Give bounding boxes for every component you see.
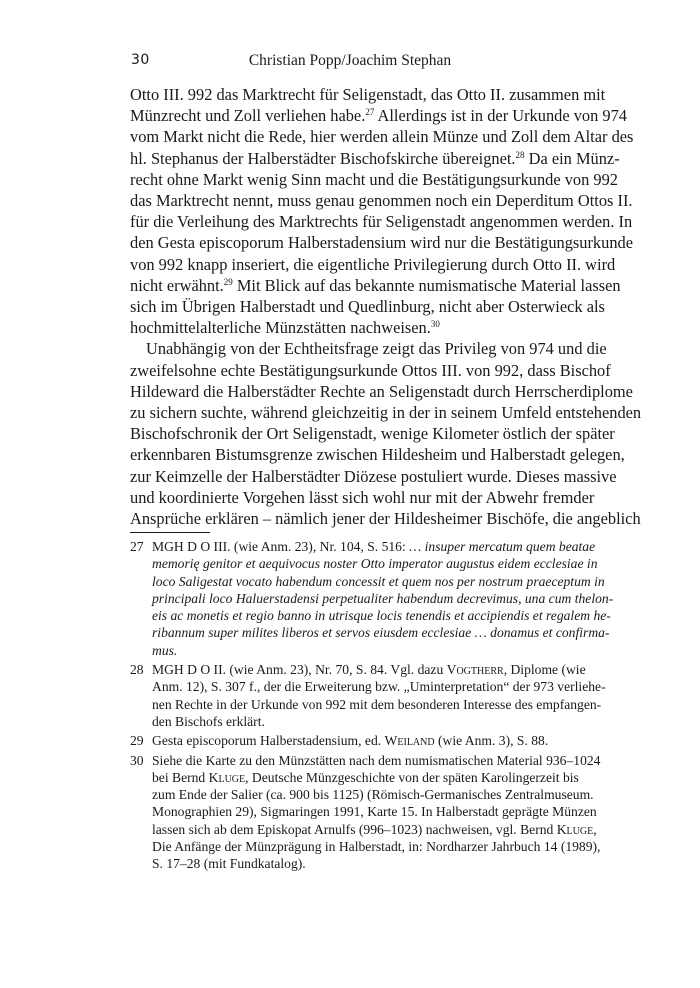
body-text	[130, 84, 642, 529]
text-line: Hildeward die Halberstädter Rechte an Seligenstadt durch Herrscherdiplome	[130, 381, 633, 401]
footnote-30: 30 Siehe die Karte zu den Münzstätten nach dem numismatischen Material 936–1024 bei Bernd Kluge, Deutsche Münzgeschichte von der späten Karolingerzeit bis zum Ende der Salier (ca. 900 bis 1125) (Römisch-Germanisches Zentralmuseum. Monographien 29), Sigmaringen 1991, Karte 15. In Halberstadt geprägte Münzen lassen sich ab dem Episkopat Arnulfs (996–1023) nachweisen, vgl. Bernd Kluge, Die Anfänge der Münzprägung in Halberstadt, in: Nordharzer Jahrbuch 14 (1989), S. 17–28 (mit Fundkatalog).	[130, 752, 601, 872]
footnote-number: 29	[130, 733, 144, 749]
text-line: Otto III. 992 das Marktrecht für Seligenstadt, das Otto II. zusammen mit	[130, 85, 606, 104]
text-line: Bischofschronik der Ort Seligenstadt, wenige Kilometer östlich der später	[130, 424, 615, 444]
text-line: von 992 knapp inseriert, die eigentliche Privilegierung durch Otto II. wird	[130, 254, 616, 274]
footnote-number: 27	[130, 539, 144, 554]
page-number: 30	[131, 52, 150, 68]
text-line: zu sichern suchte, während gleichzeitig in der in seinem Umfeld entstehenden	[130, 403, 642, 423]
text-line: zweifelsohne echte Bestätigungsurkunde Ottos III. von 992, dass Bischof	[130, 360, 611, 380]
footnote-number: 30	[130, 752, 144, 768]
footnotes	[130, 538, 614, 875]
text-line: vom Markt nicht die Rede, hier werden allein Münze und Zoll dem Altar des	[130, 127, 634, 147]
text-line: Ansprüche erklären – nämlich jener der Hildesheimer Bischöfe, die angeblich	[130, 509, 641, 529]
footnote-27: 27 MGH D O III. (wie Anm. 23), Nr. 104, S. 516: … insuper mercatum quem beatae memorię genitor et aequivocus noster Otto imperator augustus eidem ecclesiae in loco Saligestat vocato habendum concessit et quem nos per nostrum praeceptum in principali loco Haluerstadensi perpetualiter habendum decrevimus, una cum thelon- eis ac monetis et regio banno in utrisque locis tenendis et accipiendis et regalem he- ribannum super milites liberos et servos eiusdem ecclesiae … donamus et confirma- mus.	[130, 539, 614, 658]
footnote-28: 28 MGH D O II. (wie Anm. 23), Nr. 70, S. 84. Vgl. dazu Vogtherr, Diplome (wie Anm. 12), S. 307 f., der die Erweiterung bzw. „Uminterpretation“ der 973 verliehe- nen Rechte in der Urkunde von 992 mit dem besonderen Interesse des empfangen- den Bischofs erklärt.	[130, 662, 606, 729]
footnote-separator	[130, 532, 210, 533]
footnote-ref-27[interactable]: 27	[365, 107, 375, 118]
text-line: sich im Übrigen Halberstadt und Quedlinburg, nicht aber Osterwieck als	[130, 297, 605, 317]
text-line: recht ohne Markt wenig Sinn macht und die Bestätigungsurkunde von 992	[130, 169, 618, 189]
text-line: das Marktrecht nennt, muss genau genommen noch ein Deperditum Ottos II.	[130, 191, 633, 211]
footnote-ref-30[interactable]: 30	[430, 319, 440, 330]
text-line: und koordinierte Vorgehen lässt sich wohl nur mit der Abwehr fremder	[130, 487, 595, 507]
paragraph-1	[130, 84, 634, 338]
text-line: hl. Stephanus der Halberstädter Bischofskirche übereignet.$^{28}$ Da ein Münz-	[130, 148, 620, 168]
text-line: für die Verleihung des Marktrechts für Seligenstadt angenommen werden. In	[130, 212, 633, 232]
footnote-29: 29 Gesta episcoporum Halberstadensium, ed. Weiland (wie Anm. 3), S. 88.	[130, 733, 549, 749]
text-line: Unabhängig von der Echtheitsfrage zeigt das Privileg von 974 und die	[146, 339, 607, 359]
running-head-authors: Christian Popp/Joachim Stephan	[248, 52, 452, 69]
text-line: den Gesta episcoporum Halberstadensium wird nur die Bestätigungsurkunde	[130, 233, 633, 253]
text-line: erkennbaren Bistumsgrenze zwischen Hildesheim und Halberstadt gelegen,	[130, 445, 625, 465]
text-line: Münzrecht und Zoll verliehen habe.$^{27}$ Allerdings ist in der Urkunde von 974	[130, 106, 627, 126]
text-line: hochmittelalterliche Münzstätten nachweisen.$^{30}$	[130, 318, 440, 338]
footnote-ref-29[interactable]: 29	[223, 276, 233, 287]
footnote-number: 28	[130, 662, 144, 678]
text-line: zur Keimzelle der Halberstädter Diözese postuliert wurde. Dieses massive	[130, 466, 617, 486]
text-line: nicht erwähnt.$^{29}$ Mit Blick auf das bekannte numismatische Material lassen	[130, 275, 621, 295]
running-head	[130, 52, 570, 72]
footnote-ref-28[interactable]: 28	[515, 149, 525, 160]
paragraph-2	[130, 338, 642, 529]
